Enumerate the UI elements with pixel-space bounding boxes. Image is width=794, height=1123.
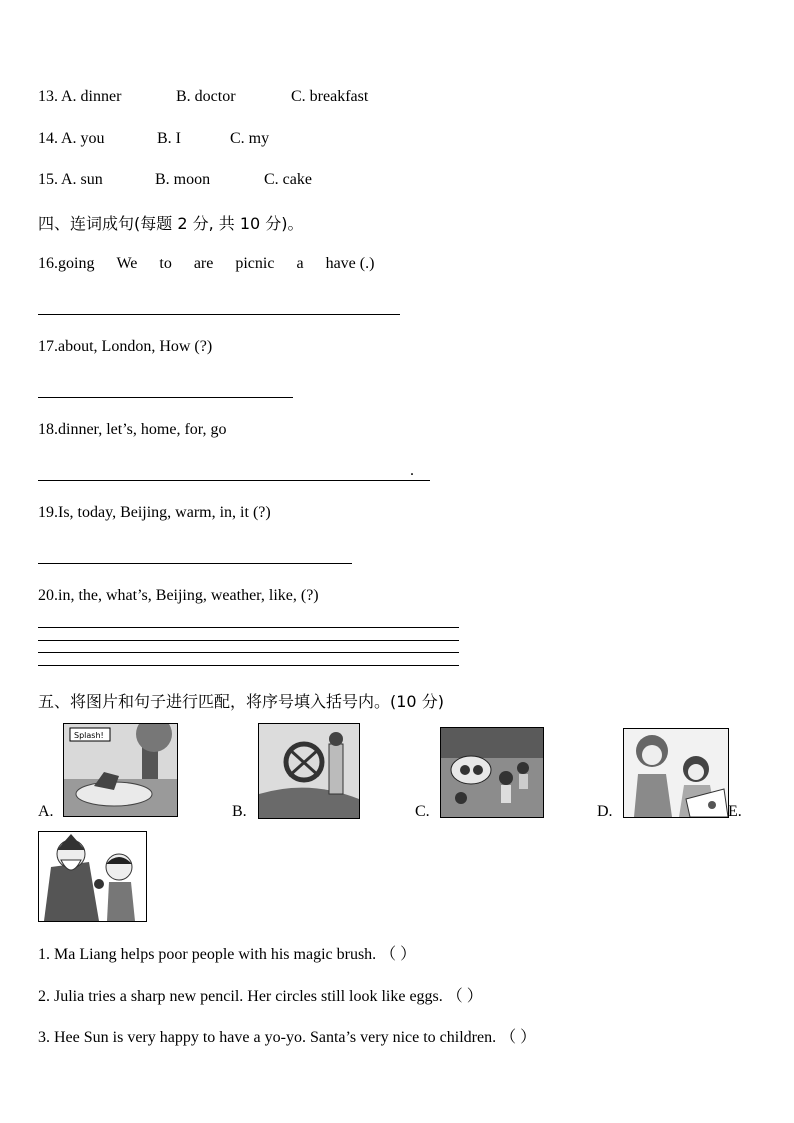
question-18: 18.dinner, let’s, home, for, go — [38, 421, 227, 438]
word: are — [193, 255, 214, 272]
answer-line[interactable] — [38, 397, 293, 398]
picture-c-circles — [440, 727, 544, 818]
option-c: C. my — [230, 130, 270, 147]
picture-label-b: B. — [232, 803, 247, 820]
option-b: B. moon — [155, 171, 211, 188]
picture-label-a: A. — [38, 803, 54, 820]
question-number: 15. — [38, 171, 58, 188]
picture-a-splash — [63, 723, 178, 817]
answer-line[interactable] — [38, 640, 459, 641]
option-a: A. you — [61, 130, 105, 147]
picture-b-ma-liang — [258, 723, 360, 819]
option-c: C. cake — [264, 171, 312, 188]
option-a: A. dinner — [61, 88, 122, 105]
word: We — [116, 255, 138, 272]
word: to — [159, 255, 172, 272]
picture-d-julia — [623, 728, 729, 818]
match-sentence-2: 2. Julia tries a sharp new pencil. Her circles still look like eggs. （ ） — [38, 988, 483, 1005]
answer-line[interactable] — [38, 563, 352, 564]
answer-period: . — [410, 462, 414, 479]
answer-line[interactable] — [38, 652, 459, 653]
option-a: A. sun — [61, 171, 103, 188]
picture-label-d: D. — [597, 803, 613, 820]
match-sentence-1: 1. Ma Liang helps poor people with his magic brush. （ ） — [38, 946, 417, 963]
question-16 — [38, 255, 396, 273]
answer-line[interactable] — [38, 314, 400, 315]
picture-label-e: E. — [728, 803, 742, 820]
question-number: 14. — [38, 130, 58, 147]
word: going — [58, 255, 95, 272]
word: have (.) — [325, 255, 375, 272]
question-19: 19.Is, today, Beijing, warm, in, it (?) — [38, 504, 271, 521]
section-5-heading: 五、将图片和句子进行匹配，将序号填入括号内。(10 分) — [38, 692, 444, 711]
picture-label-c: C. — [415, 803, 430, 820]
question-number: 16. — [38, 255, 58, 272]
section-4-heading: 四、连词成句(每题 2 分, 共 10 分)。 — [38, 214, 304, 233]
word: a — [296, 255, 304, 272]
option-c: C. breakfast — [291, 88, 369, 105]
word: picnic — [235, 255, 275, 272]
question-number: 13. — [38, 88, 58, 105]
answer-line[interactable] — [38, 665, 459, 666]
option-b: B. I — [157, 130, 181, 147]
splash-label: Splash! — [74, 731, 104, 740]
option-b: B. doctor — [176, 88, 236, 105]
question-20: 20.in, the, what’s, Beijing, weather, like, (?) — [38, 587, 319, 604]
answer-line[interactable] — [38, 627, 459, 628]
question-17: 17.about, London, How (?) — [38, 338, 213, 355]
picture-e-santa — [38, 831, 147, 922]
match-sentence-3: 3. Hee Sun is very happy to have a yo-yo. Santa’s very nice to children. （ ） — [38, 1029, 537, 1046]
answer-line[interactable] — [38, 480, 430, 481]
